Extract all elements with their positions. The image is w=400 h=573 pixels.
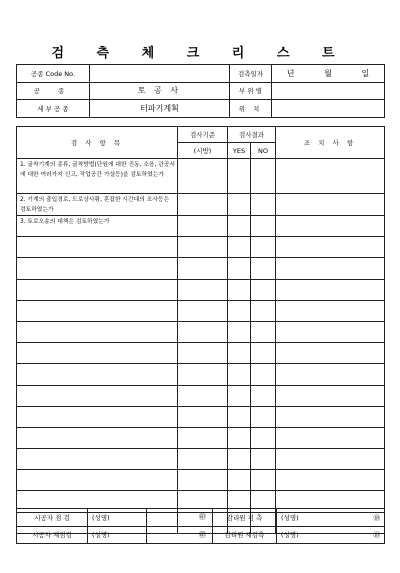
yes-cell[interactable] — [228, 237, 251, 258]
action-cell[interactable] — [276, 449, 385, 470]
table-row — [17, 216, 385, 237]
no-cell[interactable] — [251, 470, 276, 491]
supervisor-check-stamp: ㊞ — [373, 513, 380, 522]
yes-cell[interactable] — [228, 449, 251, 470]
supervisor-confirm-name-field[interactable] — [277, 526, 385, 544]
item-cell[interactable] — [17, 449, 178, 470]
no-cell[interactable] — [251, 343, 276, 364]
no-cell[interactable] — [251, 159, 276, 194]
item-cell[interactable] — [17, 343, 178, 364]
yes-header: YES — [228, 143, 251, 159]
table-row — [17, 427, 385, 448]
yes-cell[interactable] — [228, 470, 251, 491]
action-cell[interactable] — [276, 470, 385, 491]
standard-cell[interactable] — [178, 427, 228, 448]
action-cell[interactable] — [276, 159, 385, 194]
table-row — [17, 237, 385, 258]
action-cell[interactable] — [276, 406, 385, 427]
standard-cell[interactable] — [178, 364, 228, 385]
date-month: 월 — [324, 68, 332, 78]
yes-cell[interactable] — [228, 216, 251, 237]
yes-cell[interactable] — [228, 258, 251, 279]
yes-cell[interactable] — [228, 385, 251, 406]
no-cell[interactable] — [251, 321, 276, 342]
action-cell[interactable] — [276, 216, 385, 237]
item-cell[interactable] — [17, 321, 178, 342]
checklist-table — [16, 126, 385, 534]
table-row — [17, 364, 385, 385]
item-cell[interactable] — [17, 300, 178, 321]
yes-cell[interactable] — [228, 279, 251, 300]
supervisor-confirm-label: 감리원 재검측 — [213, 526, 277, 544]
date-year: 년 — [286, 68, 295, 78]
item-cell[interactable] — [17, 470, 178, 491]
contractor-check-label: 시공자 점 검 — [17, 509, 88, 527]
table-row — [17, 258, 385, 279]
location-label: 위 치 — [230, 100, 272, 118]
work-field[interactable]: 토 공 사 — [90, 82, 230, 100]
standard-cell[interactable] — [178, 279, 228, 300]
action-cell[interactable] — [276, 343, 385, 364]
code-label: 공종 Code No. — [17, 65, 90, 83]
no-cell[interactable] — [251, 385, 276, 406]
contractor-confirm-label: 시공자 재점검 — [17, 526, 88, 544]
item-text: 1. 굴착기계의 종류, 굴착방법(단원에 대한 진동, 소음, 관공서에 대한 여러가지 신고, 작업공간 가설등)을 검토하였는가 — [17, 159, 178, 194]
table-row — [17, 470, 385, 491]
item-cell[interactable] — [17, 237, 178, 258]
supervisor-check-name-placeholder: (성명) — [281, 513, 299, 522]
standard-cell[interactable] — [178, 406, 228, 427]
supervisor-confirm-stamp: ㊞ — [373, 531, 380, 540]
no-cell[interactable] — [251, 449, 276, 470]
action-cell[interactable] — [276, 300, 385, 321]
location-field[interactable] — [272, 100, 385, 118]
action-cell[interactable] — [276, 237, 385, 258]
yes-cell[interactable] — [228, 343, 251, 364]
supervisor-check-label: 감리원 검 측 — [213, 509, 277, 527]
work-label: 공 종 — [17, 82, 90, 100]
item-text: 2. 기계의 출입경로, 도로상사황, 혼잡한 시간대의 조사등은 검토하였는가 — [17, 194, 178, 216]
yes-cell[interactable] — [228, 321, 251, 342]
standard-cell[interactable] — [178, 216, 228, 237]
result-header: 검사결과 — [228, 127, 276, 143]
action-cell[interactable] — [276, 258, 385, 279]
yes-cell[interactable] — [228, 194, 251, 216]
detail-field[interactable]: 터파기계획 — [90, 100, 230, 118]
item-header: 검 사 항 목 — [17, 127, 178, 159]
part-field[interactable] — [272, 82, 385, 100]
standard-cell[interactable] — [178, 470, 228, 491]
action-header: 조 치 사 항 — [276, 127, 385, 159]
table-row — [17, 321, 385, 342]
standard-cell[interactable] — [178, 237, 228, 258]
action-cell[interactable] — [276, 364, 385, 385]
no-cell[interactable] — [251, 216, 276, 237]
table-row — [17, 406, 385, 427]
table-row — [17, 343, 385, 364]
standard-cell[interactable] — [178, 194, 228, 216]
page-title: 검 측 체 크 리 스 트 — [51, 46, 349, 61]
no-cell[interactable] — [251, 406, 276, 427]
action-cell[interactable] — [276, 385, 385, 406]
table-row — [17, 159, 385, 194]
detail-label: 세 부 공 종 — [17, 100, 90, 118]
no-cell[interactable] — [251, 427, 276, 448]
yes-cell[interactable] — [228, 300, 251, 321]
table-row — [17, 300, 385, 321]
standard-cell[interactable] — [178, 385, 228, 406]
yes-cell[interactable] — [228, 406, 251, 427]
item-cell[interactable] — [17, 364, 178, 385]
yes-cell[interactable] — [228, 159, 251, 194]
standard-header: 검사기준 — [178, 127, 228, 143]
standard-cell[interactable] — [178, 300, 228, 321]
item-cell[interactable] — [17, 279, 178, 300]
item-cell[interactable] — [17, 258, 178, 279]
action-cell[interactable] — [276, 279, 385, 300]
supervisor-check-name-field[interactable] — [277, 509, 385, 527]
table-row — [17, 279, 385, 300]
date-day: 일 — [361, 68, 370, 78]
action-cell[interactable] — [276, 427, 385, 448]
no-cell[interactable] — [251, 279, 276, 300]
standard-cell[interactable] — [178, 343, 228, 364]
item-text: 3. 토로오송의 대책은 검토하였는가 — [17, 216, 178, 237]
code-field[interactable] — [90, 65, 230, 83]
part-label: 부 위 별 — [230, 82, 272, 100]
no-cell[interactable] — [251, 194, 276, 216]
date-field[interactable] — [272, 65, 385, 83]
no-cell[interactable] — [251, 364, 276, 385]
table-row — [17, 385, 385, 406]
contractor-check-name-field[interactable]: (성명) — [88, 509, 147, 527]
table-row — [17, 449, 385, 470]
contractor-check-stamp: ㊞ — [147, 509, 213, 527]
item-cell[interactable] — [17, 385, 178, 406]
standard-cell[interactable] — [178, 159, 228, 194]
standard-cell[interactable] — [178, 321, 228, 342]
no-cell[interactable] — [251, 300, 276, 321]
header-table — [16, 64, 385, 118]
action-cell[interactable] — [276, 194, 385, 216]
no-cell[interactable] — [251, 237, 276, 258]
contractor-confirm-stamp: ㊞ — [147, 526, 213, 544]
yes-cell[interactable] — [228, 364, 251, 385]
table-row — [17, 194, 385, 216]
action-cell[interactable] — [276, 321, 385, 342]
contractor-confirm-name-field[interactable]: (성명) — [88, 526, 147, 544]
item-cell[interactable] — [17, 427, 178, 448]
standard-cell[interactable] — [178, 449, 228, 470]
date-label: 검측일자 — [230, 65, 272, 83]
no-header: NO — [251, 143, 276, 159]
standard-subheader: (시방) — [178, 143, 228, 159]
item-cell[interactable] — [17, 406, 178, 427]
standard-cell[interactable] — [178, 258, 228, 279]
supervisor-confirm-name-placeholder: (성명) — [281, 531, 299, 540]
signature-table — [16, 508, 385, 544]
yes-cell[interactable] — [228, 427, 251, 448]
no-cell[interactable] — [251, 258, 276, 279]
